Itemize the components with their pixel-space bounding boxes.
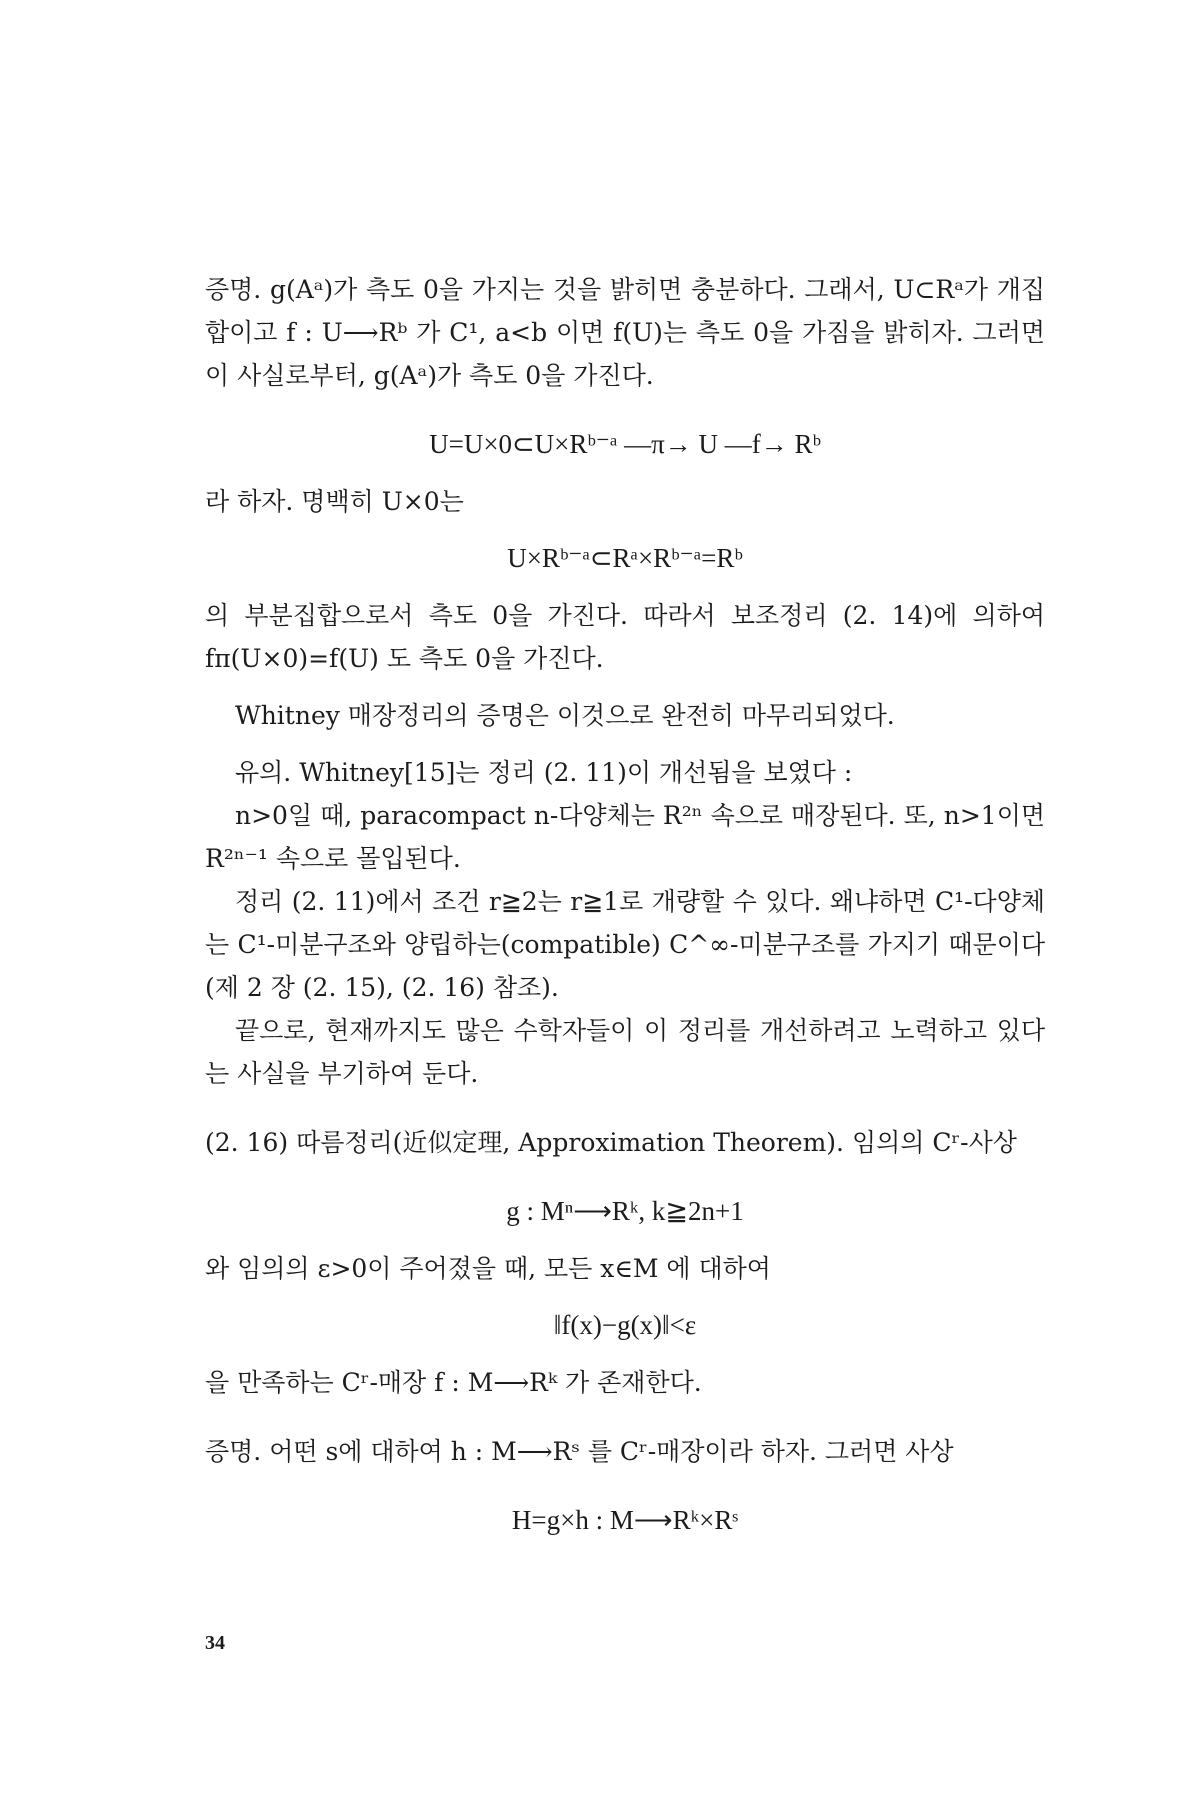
- page-number: 34: [205, 1632, 225, 1654]
- paragraph-11: 을 만족하는 Cʳ-매장 f : M⟶Rᵏ 가 존재한다.: [205, 1368, 702, 1397]
- paragraph-3: 의 부분집합으로서 측도 0을 가진다. 따라서 보조정리 (2. 14)에 의하여 fπ(U×0)=f(U) 도 측도 0을 가진다.: [205, 601, 1045, 673]
- remark-paragraph: 유의. Whitney[15]는 정리 (2. 11)이 개선됨을 보였다 :: [235, 758, 853, 787]
- paragraph-8: 끝으로, 현재까지도 많은 수학자들이 이 정리를 개선하려고 노력하고 있다는 사실을 부기하여 둔다.: [205, 1016, 1045, 1088]
- proof-paragraph-1: 증명. g(Aᵃ)가 측도 0을 가지는 것을 밝히면 충분하다. 그래서, U⊂Rᵃ가 개집합이고 f : U⟶Rᵇ 가 C¹, a<b 이면 f(U)는 측도 0을 가짐을 밝히자. 그러면 이 사실로부터, g(Aᵃ)가 측도 0을 가진다.: [205, 275, 1045, 390]
- equation-norm: ‖f(x)−g(x)‖<ε: [553, 1310, 697, 1340]
- paragraph-10: 와 임의의 ε>0이 주어졌을 때, 모든 x∈M 에 대하여: [205, 1254, 771, 1283]
- paragraph-6: n>0일 때, paracompact n-다양체는 R²ⁿ 속으로 매장된다. 또, n>1이면 R²ⁿ⁻¹ 속으로 몰입된다.: [205, 801, 1045, 873]
- equation-composition: U=U×0⊂U×Rᵇ⁻ᵃ —π→ U —f→ Rᵇ: [429, 429, 821, 459]
- paragraph-4: Whitney 매장정리의 증명은 이것으로 완전히 마무리되었다.: [235, 701, 895, 730]
- equation-product: U×Rᵇ⁻ᵃ⊂Rᵃ×Rᵇ⁻ᵃ=Rᵇ: [507, 543, 743, 573]
- page-content: [205, 268, 1045, 1542]
- equation-map-g: g : Mⁿ⟶Rᵏ, k≧2n+1: [506, 1196, 744, 1226]
- proof-paragraph-2: 증명. 어떤 s에 대하여 h : M⟶Rˢ 를 Cʳ-매장이라 하자. 그러면 사상: [205, 1437, 954, 1466]
- paragraph-7: 정리 (2. 11)에서 조건 r≧2는 r≧1로 개량할 수 있다. 왜냐하면 C¹-다양체는 C¹-미분구조와 양립하는(compatible) C^∞-미분구조를 가지기 때문이다(제 2 장 (2. 15), (2. 16) 참조).: [205, 887, 1045, 1002]
- corollary-heading-paragraph: (2. 16) 따름정리(近似定理, Approximation Theorem). 임의의 Cʳ-사상: [205, 1128, 1017, 1157]
- paragraph-2: 라 하자. 명백히 U×0는: [205, 487, 464, 516]
- equation-map-H: H=g×h : M⟶Rᵏ×Rˢ: [511, 1505, 739, 1535]
